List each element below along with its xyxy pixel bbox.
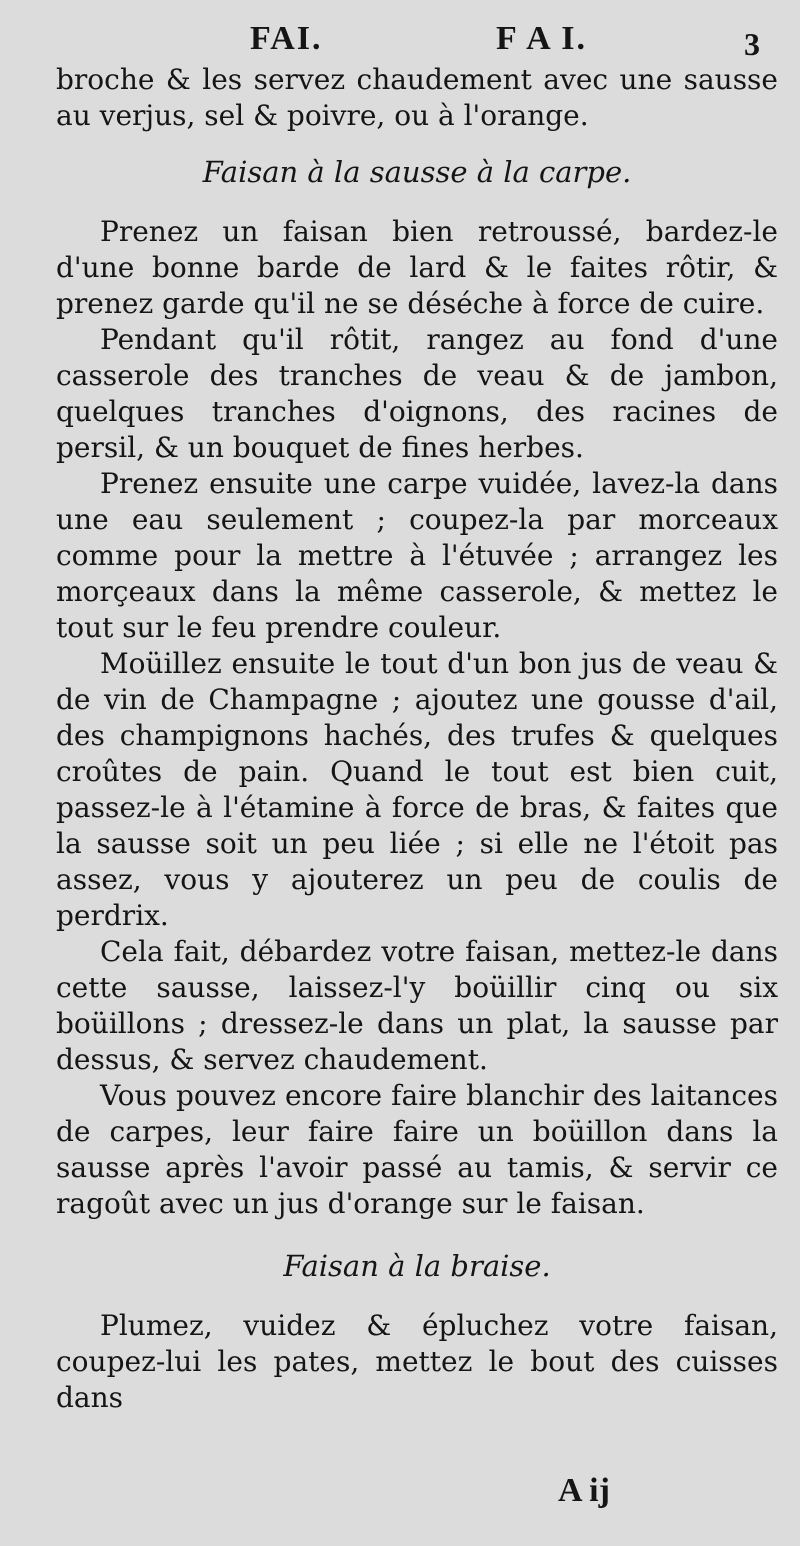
section-title-faisan-braise: Faisan à la braise. <box>283 1249 551 1283</box>
running-head-left: FAI. <box>250 20 323 57</box>
paragraph: Pendant qu'il rôtit, rangez au fond d'une casserole des tranches de veau & de jambon, quelques tranches d'oignons, des racines de persil, & un bouquet de fines herbes. <box>56 323 778 464</box>
page-body <box>56 62 778 1416</box>
paragraph: Plumez, vuidez & épluchez votre faisan, coupez-lui les pates, mettez le bout des cuisses dans <box>56 1309 778 1414</box>
running-head-right: F A I. <box>496 20 588 57</box>
paragraph: Moüillez ensuite le tout d'un bon jus de veau & de vin de Champagne ; ajoutez une gousse d'ail, des champignons hachés, des trufes & quelques croûtes de pain. Quand le tout est bien cuit, passez-le à l'étamine à force de bras, & faites que la sausse soit un peu liée ; si elle ne l'étoit pas assez, vous y ajouterez un peu de coulis de perdrix. <box>56 647 778 932</box>
section-title-faisan-carpe: Faisan à la sausse à la carpe. <box>202 155 632 189</box>
paragraph: Prenez un faisan bien retroussé, bardez-le d'une bonne barde de lard & le faites rôtir, & prenez garde qu'il ne se déséche à force de cuire. <box>56 215 778 320</box>
paragraph: Prenez ensuite une carpe vuidée, lavez-la dans une eau seulement ; coupez-la par morceaux comme pour la mettre à l'étuvée ; arrangez les morçeaux dans la même casserole, & mettez le tout sur le feu prendre couleur. <box>56 467 778 644</box>
page-number: 3 <box>744 26 760 62</box>
opening-paragraph: broche & les servez chaudement avec une sausse au verjus, sel & poivre, ou à l'orange. <box>56 63 778 132</box>
paragraph: Vous pouvez encore faire blanchir des laitances de carpes, leur faire faire un boüillon dans la sausse après l'avoir passé au tamis, & servir ce ragoût avec un jus d'orange sur le faisan. <box>56 1079 778 1220</box>
signature-mark: A ij <box>558 1472 610 1509</box>
paragraph: Cela fait, débardez votre faisan, mettez-le dans cette sausse, laissez-l'y boüillir cinq ou six boüillons ; dressez-le dans un plat, la sausse par dessus, & servez chaudement. <box>56 935 778 1076</box>
